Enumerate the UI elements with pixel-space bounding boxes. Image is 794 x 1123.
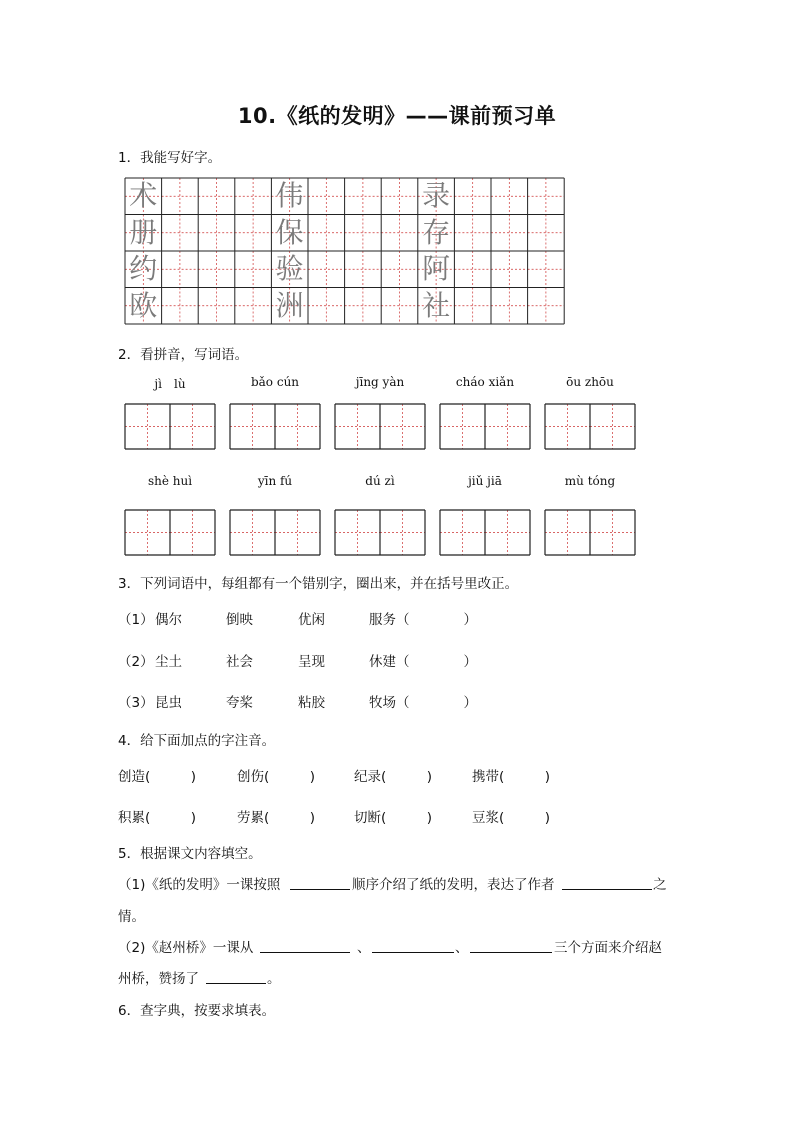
q5-line3-c: 、 — [455, 940, 469, 956]
model-character: 阿 — [422, 252, 451, 285]
model-character: 约 — [129, 252, 158, 285]
pinyin-label: jiǔ jiā — [468, 474, 502, 488]
pinyin-label: jì lù — [154, 377, 186, 391]
question-1-heading: 1．我能写好字。 — [118, 150, 222, 166]
q5-line1-c: 之 — [653, 877, 667, 893]
pinyin-label: jīng yàn — [355, 375, 405, 389]
question-2-heading: 2．看拼音，写词语。 — [118, 347, 249, 363]
q5-line3-a: （2)《赵州桥》一课从 — [118, 940, 254, 956]
q3-g2-w3: 呈现 — [298, 654, 325, 670]
pinyin-label: shè huì — [147, 474, 193, 488]
q5-line1-a: （1)《纸的发明》一课按照 — [118, 877, 281, 893]
q3-g2-w4[interactable]: 休建（ ） — [369, 654, 477, 670]
q4-r2-item-1[interactable]: 积累( ) — [118, 810, 197, 826]
q4-r1-item-4[interactable]: 携带( ) — [472, 769, 551, 785]
q5-blank-5[interactable] — [470, 952, 552, 953]
q3-g3-num: （3） — [118, 695, 154, 711]
q5-line1-b: 顺序介绍了纸的发明，表达了作者 — [352, 877, 555, 893]
q5-line3-b: 、 — [357, 940, 371, 956]
q3-g3-w2: 夸桨 — [226, 695, 253, 711]
model-character: 欧 — [129, 288, 158, 322]
q3-g2-w2: 社会 — [226, 654, 253, 670]
q4-r2-item-2[interactable]: 劳累( ) — [237, 810, 316, 826]
pinyin-label: mù tóng — [564, 474, 616, 488]
question-4-heading: 4．给下面加点的字注音。 — [118, 733, 276, 749]
question-6-heading: 6．查字典，按要求填表。 — [118, 1003, 276, 1019]
q3-g2-num: （2） — [118, 654, 154, 670]
q5-line4-a: 州桥，赞扬了 — [118, 971, 199, 987]
pinyin-label: bǎo cún — [250, 375, 300, 389]
q4-r1-item-1[interactable]: 创造( ) — [118, 769, 197, 785]
model-character: 保 — [275, 215, 304, 249]
q3-g1-w3: 优闲 — [298, 612, 325, 628]
model-character: 录 — [422, 179, 451, 212]
pinyin-label: dú zì — [365, 474, 395, 488]
model-character: 册 — [129, 215, 158, 249]
q5-blank-4[interactable] — [372, 952, 454, 953]
pinyin-label: ōu zhōu — [566, 375, 614, 389]
q3-g1-w4[interactable]: 服务（ ） — [369, 612, 477, 628]
model-character: 术 — [129, 179, 158, 212]
model-character: 社 — [422, 288, 451, 322]
q3-g3-w1: 昆虫 — [155, 695, 182, 711]
model-character: 洲 — [275, 288, 304, 322]
question-3-heading: 3．下列词语中，每组都有一个错别字，圈出来，并在括号里改正。 — [118, 576, 519, 592]
q4-r1-item-2[interactable]: 创伤( ) — [237, 769, 316, 785]
q3-g1-w1: 偶尔 — [155, 612, 182, 628]
pinyin-label: cháo xiǎn — [455, 375, 515, 389]
pinyin-label: yīn fú — [257, 474, 293, 488]
q5-blank-1[interactable] — [290, 889, 350, 890]
question-5-heading: 5．根据课文内容填空。 — [118, 846, 262, 862]
q3-g1-w2: 倒映 — [226, 612, 253, 628]
q3-g2-w1: 尘土 — [155, 654, 182, 670]
q3-g1-num: （1） — [118, 612, 154, 628]
q4-r2-item-4[interactable]: 豆浆( ) — [472, 810, 551, 826]
q5-blank-6[interactable] — [206, 983, 266, 984]
q5-blank-3[interactable] — [260, 952, 350, 953]
page-title: 10.《纸的发明》——课前预习单 — [237, 104, 557, 128]
q5-line3-d: 三个方面来介绍赵 — [554, 940, 662, 956]
q3-g3-w4[interactable]: 牧场（ ） — [369, 695, 477, 711]
q5-line4-b: 。 — [267, 971, 281, 987]
q4-r1-item-3[interactable]: 纪录( ) — [354, 769, 433, 785]
q4-r2-item-3[interactable]: 切断( ) — [354, 810, 433, 826]
q5-blank-2[interactable] — [562, 889, 652, 890]
model-character: 伟 — [275, 179, 304, 212]
q3-g3-w3: 粘胶 — [298, 695, 325, 711]
model-character: 验 — [275, 252, 304, 285]
model-character: 存 — [422, 215, 451, 249]
q5-line2: 情。 — [118, 909, 145, 925]
